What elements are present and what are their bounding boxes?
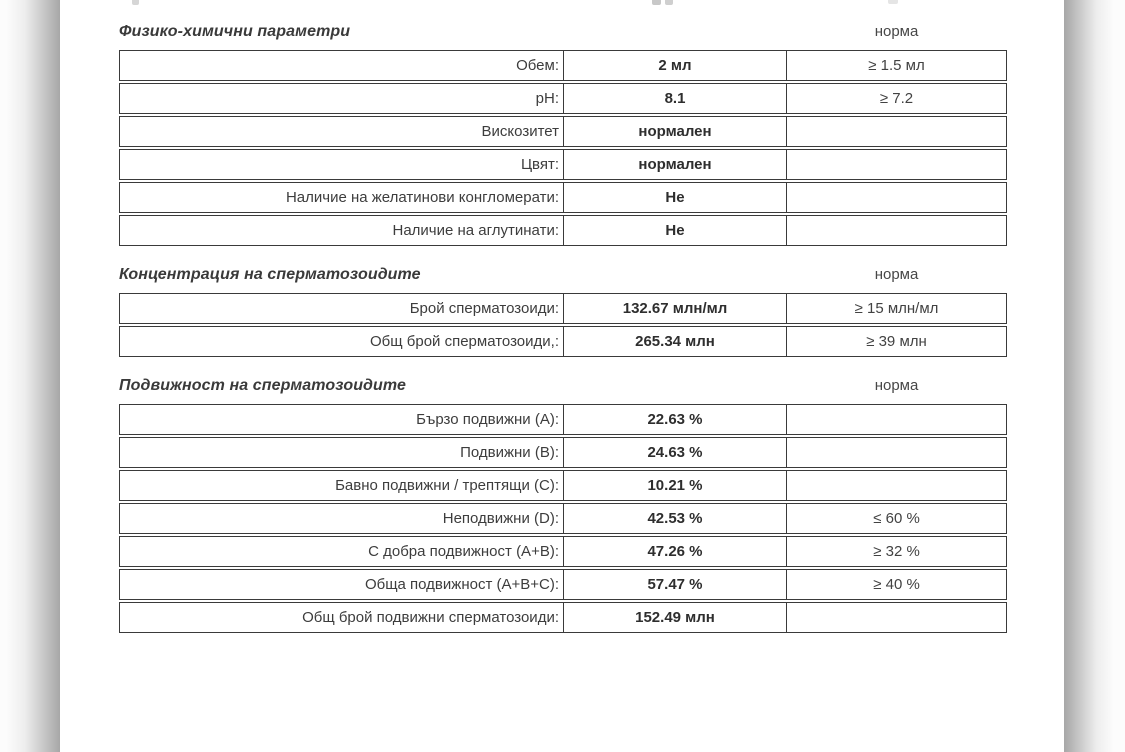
- param-value: 265.34 млн: [564, 327, 787, 356]
- table-row: [119, 215, 1007, 246]
- table-row: [119, 149, 1007, 180]
- table-row: [119, 569, 1007, 600]
- table-row: [119, 437, 1007, 468]
- param-norm: [787, 603, 1006, 632]
- norm-column-label: норма: [874, 266, 919, 283]
- table-row: [119, 50, 1007, 81]
- table-row: [119, 326, 1007, 357]
- param-value: нормален: [564, 117, 787, 146]
- param-value: Не: [564, 216, 787, 245]
- param-norm: ≥ 40 %: [873, 576, 920, 593]
- param-label: Подвижни (B):: [120, 438, 564, 467]
- param-label: Наличие на желатинови конгломерати:: [120, 183, 564, 212]
- param-norm: ≤ 60 %: [873, 510, 920, 527]
- param-value: 57.47 %: [564, 570, 787, 599]
- param-label: Вискозитет: [120, 117, 564, 146]
- param-label: pH:: [120, 84, 564, 113]
- param-value: нормален: [564, 150, 787, 179]
- param-norm: [787, 150, 1006, 179]
- param-value: 132.67 млн/мл: [564, 294, 787, 323]
- parameter-section: [119, 266, 1007, 357]
- param-value: Не: [564, 183, 787, 212]
- param-value: 22.63 %: [564, 405, 787, 434]
- parameter-section: [119, 23, 1007, 246]
- norm-column-label: норма: [874, 23, 919, 40]
- param-norm: [787, 117, 1006, 146]
- param-norm: ≥ 39 млн: [866, 333, 927, 350]
- param-label: Бавно подвижни / трептящи (C):: [120, 471, 564, 500]
- param-label: Цвят:: [120, 150, 564, 179]
- param-label: Брой сперматозоиди:: [120, 294, 564, 323]
- section-title: Физико-химични параметри: [119, 23, 351, 40]
- param-label: Общ брой подвижни сперматозоиди:: [120, 603, 564, 632]
- table-row: [119, 182, 1007, 213]
- param-label: Неподвижни (D):: [120, 504, 564, 533]
- param-norm: ≥ 32 %: [873, 543, 920, 560]
- table-row: [119, 470, 1007, 501]
- page-edge-shadow-left: [6, 0, 60, 752]
- table-row: [119, 602, 1007, 633]
- table-row: [119, 293, 1007, 324]
- param-label: С добра подвижност (A+B):: [120, 537, 564, 566]
- param-value: 152.49 млн: [564, 603, 787, 632]
- document-page: [60, 0, 1064, 752]
- section-title: Подвижност на сперматозоидите: [119, 377, 407, 394]
- param-norm: [787, 438, 1006, 467]
- section-header: [119, 23, 1007, 43]
- table-row: [119, 404, 1007, 435]
- param-label: Наличие на аглутинати:: [120, 216, 564, 245]
- param-value: 42.53 %: [564, 504, 787, 533]
- param-norm: ≥ 15 млн/мл: [854, 300, 939, 317]
- param-label: Общ брой сперматозоиди,:: [120, 327, 564, 356]
- param-value: 24.63 %: [564, 438, 787, 467]
- report-sections: [119, 0, 1007, 635]
- param-norm: [787, 471, 1006, 500]
- parameters-table: [119, 404, 1007, 633]
- param-norm: ≥ 1.5 мл: [868, 57, 925, 74]
- parameters-table: [119, 293, 1007, 357]
- parameter-section: [119, 377, 1007, 633]
- param-value: 47.26 %: [564, 537, 787, 566]
- section-header: [119, 266, 1007, 286]
- norm-column-label: норма: [874, 377, 919, 394]
- param-label: Бързо подвижни (A):: [120, 405, 564, 434]
- table-row: [119, 83, 1007, 114]
- section-title: Концентрация на сперматозоидите: [119, 266, 421, 283]
- table-row: [119, 503, 1007, 534]
- param-label: Обща подвижност (A+B+C):: [120, 570, 564, 599]
- param-value: 8.1: [564, 84, 787, 113]
- param-norm: ≥ 7.2: [879, 90, 914, 107]
- table-row: [119, 116, 1007, 147]
- param-norm: [787, 405, 1006, 434]
- param-label: Обем:: [120, 51, 564, 80]
- param-value: 2 мл: [564, 51, 787, 80]
- section-header: [119, 377, 1007, 397]
- page-edge-shadow-right: [1064, 0, 1114, 752]
- table-row: [119, 536, 1007, 567]
- param-norm: [787, 216, 1006, 245]
- param-norm: [787, 183, 1006, 212]
- parameters-table: [119, 50, 1007, 246]
- param-value: 10.21 %: [564, 471, 787, 500]
